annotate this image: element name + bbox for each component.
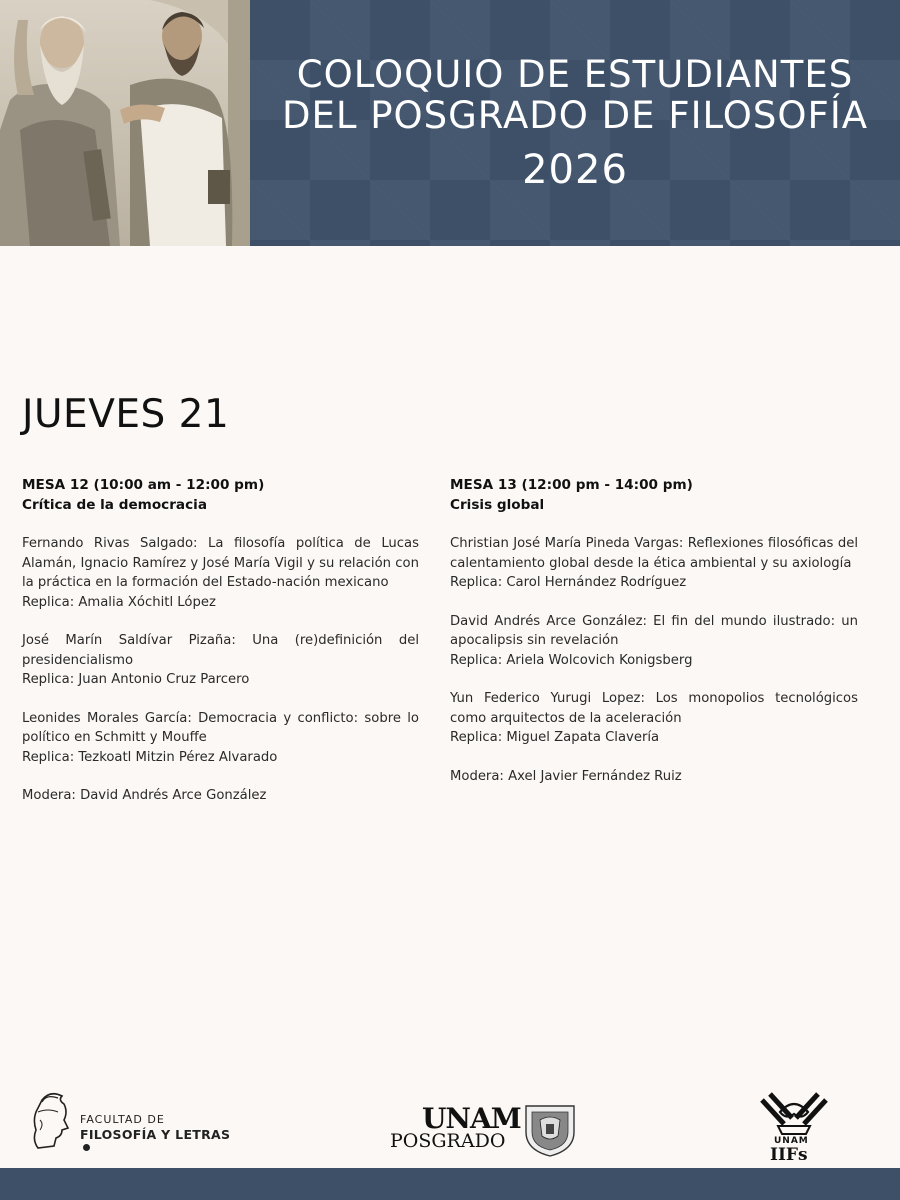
mesa-heading: MESA 13 (12:00 pm - 14:00 pm) — [450, 477, 693, 493]
ffyl-line1: FACULTAD DE — [80, 1113, 165, 1126]
talk-text: José Marín Saldívar Pizaña: Una (re)definición del presidencialismo — [22, 633, 419, 668]
talk-item — [450, 689, 858, 748]
mesa-13-column — [450, 476, 858, 786]
iifs-line1: UNAM — [774, 1136, 809, 1146]
talk-replica: Replica: Tezkoatl Mitzin Pérez Alvarado — [22, 749, 278, 765]
iifs-logo — [756, 1090, 836, 1166]
philosophers-illustration-icon — [0, 0, 250, 246]
talk-replica: Replica: Amalia Xóchitl López — [22, 594, 216, 610]
talk-item — [450, 534, 858, 593]
header — [0, 0, 900, 246]
athena-head-icon — [28, 1090, 78, 1156]
title-banner — [250, 0, 900, 246]
footer-bar — [0, 1168, 900, 1200]
day-title: JUEVES 21 — [22, 392, 230, 437]
talk-replica: Replica: Ariela Wolcovich Konigsberg — [450, 652, 693, 668]
ffyl-logo — [28, 1090, 238, 1156]
ffyl-line2: FILOSOFÍA Y LETRAS — [80, 1127, 231, 1142]
moderator: Modera: David Andrés Arce González — [22, 788, 267, 803]
talk-text: Yun Federico Yurugi Lopez: Los monopolios tecnológicos como arquitectos de la aceleración — [450, 691, 858, 726]
talk-item — [22, 709, 419, 768]
iifs-emblem-icon — [756, 1090, 832, 1138]
event-year: 2026 — [522, 147, 628, 193]
talk-text: Fernando Rivas Salgado: La filosofía política de Lucas Alamán, Ignacio Ramírez y José María Vigil y su relación con la práctica en la formación del Estado-nación mexicano — [22, 536, 419, 590]
talk-replica: Replica: Juan Antonio Cruz Parcero — [22, 672, 250, 687]
mesa-theme: Crisis global — [450, 496, 545, 513]
talk-item — [450, 612, 858, 671]
talk-item — [22, 534, 419, 612]
mesa-12-column — [22, 476, 419, 806]
moderator: Modera: Axel Javier Fernández Ruiz — [450, 768, 682, 784]
talk-text: David Andrés Arce González: El fin del mundo ilustrado: un apocalipsis sin revelación — [450, 613, 858, 648]
school-of-athens-painting — [0, 0, 250, 246]
iifs-line2: IIFs — [770, 1145, 808, 1165]
unam-line1: UNAM — [422, 1102, 521, 1135]
talk-text: Christian José María Pineda Vargas: Reflexiones filosóficas del calentamiento global desde la ética ambiental y su axiología — [450, 536, 858, 571]
talk-replica: Replica: Carol Hernández Rodríguez — [450, 575, 687, 590]
talk-replica: Replica: Miguel Zapata Clavería — [450, 730, 660, 745]
event-title: COLOQUIO DE ESTUDIANTES DEL POSGRADO DE FILOSOFÍA — [281, 53, 869, 137]
talk-item — [22, 631, 419, 690]
unam-shield-icon — [522, 1102, 578, 1158]
unam-posgrado-logo — [388, 1100, 588, 1164]
unam-line2: POSGRADO — [390, 1130, 506, 1152]
mesa-theme: Crítica de la democracia — [22, 496, 207, 513]
talk-text: Leonides Morales García: Democracia y conflicto: sobre lo político en Schmitt y Mouffe — [22, 710, 419, 745]
ffyl-dot-icon — [83, 1144, 90, 1151]
mesa-heading: MESA 12 (10:00 am - 12:00 pm) — [22, 477, 265, 493]
